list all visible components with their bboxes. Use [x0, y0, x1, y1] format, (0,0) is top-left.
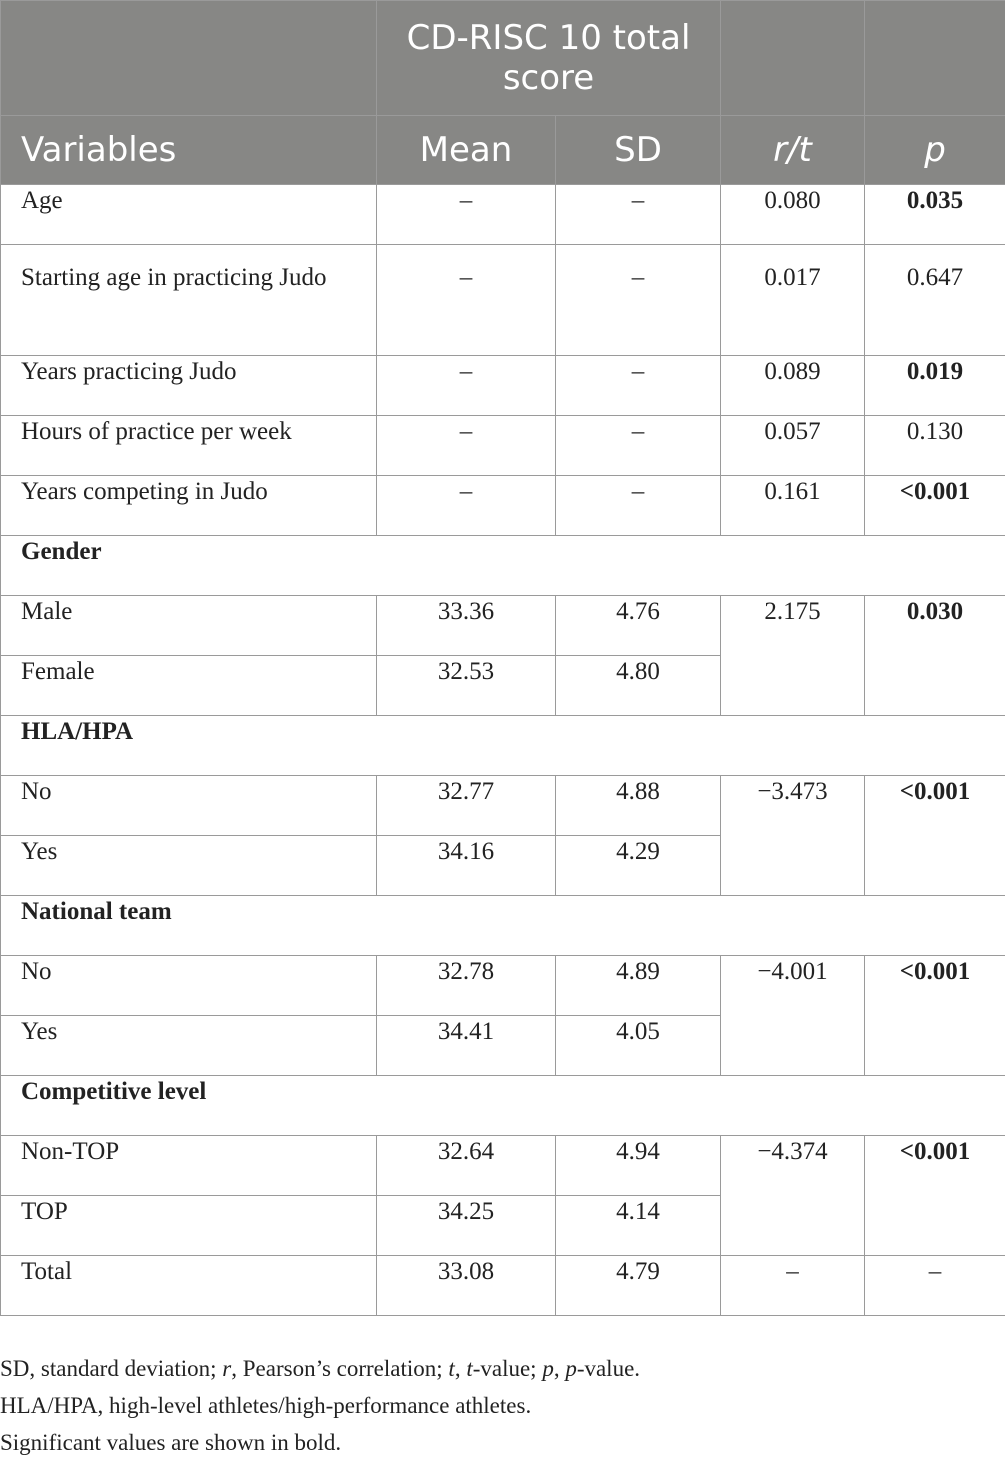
header-empty-cell [721, 1, 865, 116]
row-label: Male [1, 596, 377, 656]
p-cell: <0.001 [865, 776, 1005, 896]
p-cell: 0.019 [865, 356, 1005, 416]
mean-cell: 32.64 [377, 1136, 556, 1196]
total-row [1, 1256, 1005, 1316]
mean-cell: – [377, 416, 556, 476]
sd-cell: 4.80 [556, 656, 721, 716]
mean-cell: 32.53 [377, 656, 556, 716]
p-cell: – [865, 1256, 1005, 1316]
sd-cell: 4.94 [556, 1136, 721, 1196]
rt-cell: 0.080 [721, 185, 865, 245]
p-cell: 0.130 [865, 416, 1005, 476]
sd-cell: – [556, 476, 721, 536]
section-row-competitive-level [1, 1076, 1005, 1136]
sd-cell: 4.88 [556, 776, 721, 836]
rt-cell: 0.017 [721, 245, 865, 356]
rt-cell: – [721, 1256, 865, 1316]
row-label: Hours of practice per week [1, 416, 377, 476]
table-row [1, 596, 1005, 656]
rt-cell: 0.161 [721, 476, 865, 536]
p-cell: 0.030 [865, 596, 1005, 716]
column-header-mean: Mean [377, 116, 556, 185]
sd-cell: 4.14 [556, 1196, 721, 1256]
section-title: Competitive level [1, 1076, 1005, 1136]
column-header-variables: Variables [1, 116, 377, 185]
p-cell: 0.647 [865, 245, 1005, 356]
row-label: Age [1, 185, 377, 245]
footnote-hla-hpa: HLA/HPA, high-level athletes/high-performance athletes. [0, 1393, 532, 1418]
rt-cell: 2.175 [721, 596, 865, 716]
mean-cell: 32.78 [377, 956, 556, 1016]
row-label: Yes [1, 836, 377, 896]
header-column-row [1, 116, 1005, 185]
p-cell: <0.001 [865, 956, 1005, 1076]
table-row [1, 776, 1005, 836]
mean-cell: 34.25 [377, 1196, 556, 1256]
table-row [1, 1136, 1005, 1196]
table-row [1, 416, 1005, 476]
row-label: Years practicing Judo [1, 356, 377, 416]
sd-cell: 4.79 [556, 1256, 721, 1316]
column-header-rt: r/t [721, 116, 865, 185]
row-label: Starting age in practicing Judo [1, 245, 377, 356]
sd-cell: 4.76 [556, 596, 721, 656]
rt-cell: 0.089 [721, 356, 865, 416]
table-row [1, 356, 1005, 416]
section-row-hla-hpa [1, 716, 1005, 776]
row-label: Female [1, 656, 377, 716]
mean-cell: 33.36 [377, 596, 556, 656]
p-cell: <0.001 [865, 1136, 1005, 1256]
mean-cell: – [377, 245, 556, 356]
p-cell: 0.035 [865, 185, 1005, 245]
header-empty-cell [1, 1, 377, 116]
rt-cell: −4.001 [721, 956, 865, 1076]
sd-cell: 4.89 [556, 956, 721, 1016]
table-row [1, 185, 1005, 245]
row-label: Yes [1, 1016, 377, 1076]
section-title: HLA/HPA [1, 716, 1005, 776]
rt-cell: −3.473 [721, 776, 865, 896]
sd-cell: – [556, 185, 721, 245]
sd-cell: 4.29 [556, 836, 721, 896]
mean-cell: 32.77 [377, 776, 556, 836]
mean-cell: – [377, 185, 556, 245]
table-row [1, 476, 1005, 536]
column-header-p: p [865, 116, 1005, 185]
row-label: No [1, 776, 377, 836]
section-title: Gender [1, 536, 1005, 596]
row-label: TOP [1, 1196, 377, 1256]
row-label: Years competing in Judo [1, 476, 377, 536]
sd-cell: – [556, 416, 721, 476]
rt-cell: 0.057 [721, 416, 865, 476]
footnote-significance: Significant values are shown in bold. [0, 1430, 342, 1455]
footnote-abbreviations: SD, standard deviation; r, Pearson’s correlation; t, t-value; p, p-value. [0, 1356, 641, 1381]
mean-cell: 33.08 [377, 1256, 556, 1316]
p-cell: <0.001 [865, 476, 1005, 536]
mean-cell: – [377, 356, 556, 416]
table-row [1, 245, 1005, 356]
row-label: Total [1, 1256, 377, 1316]
sd-cell: 4.05 [556, 1016, 721, 1076]
section-row-gender [1, 536, 1005, 596]
column-header-sd: SD [556, 116, 721, 185]
sd-cell: – [556, 356, 721, 416]
header-group-row [1, 1, 1005, 116]
header-group-title: CD-RISC 10 total score [377, 1, 721, 116]
section-title: National team [1, 896, 1005, 956]
row-label: No [1, 956, 377, 1016]
rt-cell: −4.374 [721, 1136, 865, 1256]
table-footnotes [0, 1350, 1005, 1461]
mean-cell: 34.41 [377, 1016, 556, 1076]
row-label: Non-TOP [1, 1136, 377, 1196]
mean-cell: 34.16 [377, 836, 556, 896]
table-row [1, 956, 1005, 1016]
header-empty-cell [865, 1, 1005, 116]
sd-cell: – [556, 245, 721, 356]
section-row-national-team [1, 896, 1005, 956]
mean-cell: – [377, 476, 556, 536]
